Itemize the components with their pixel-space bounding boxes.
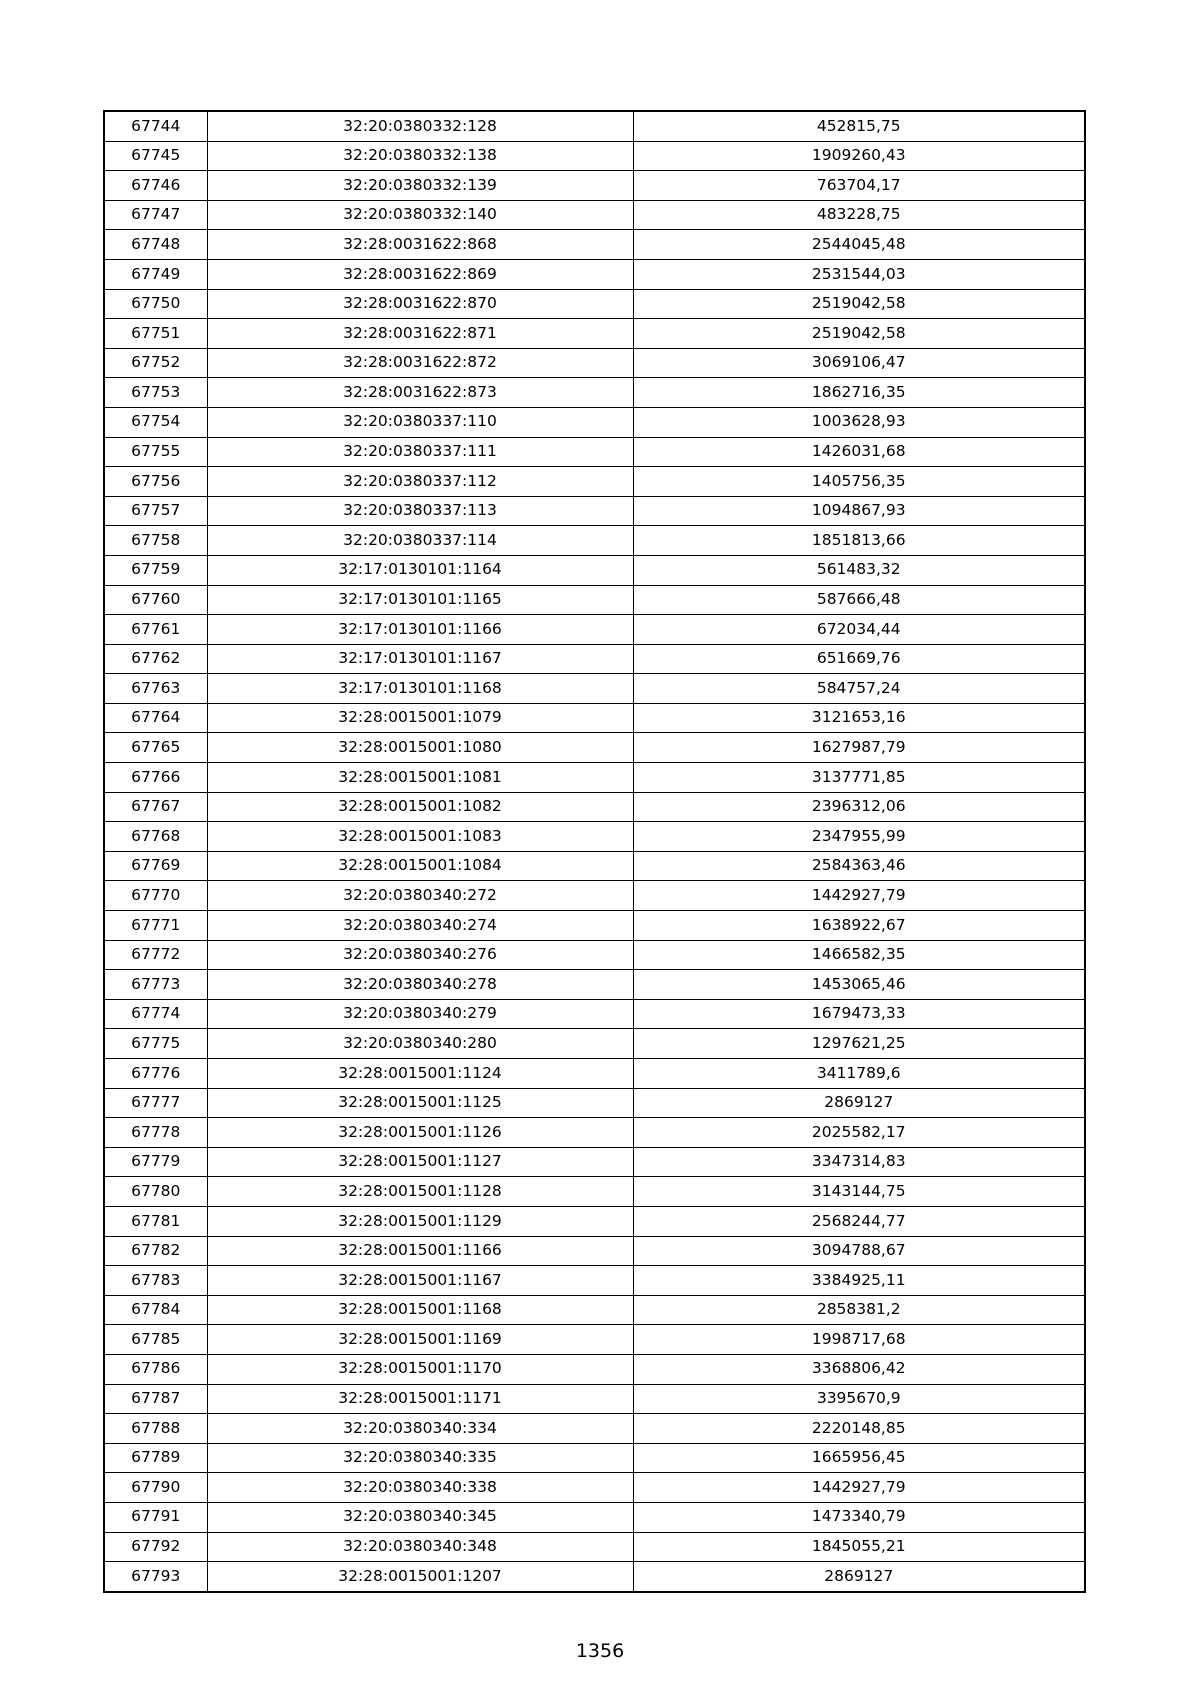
cadastral-value-table xyxy=(103,110,1086,1593)
cadastral-value-cell: 1466582,35 xyxy=(633,940,1085,970)
cadastral-value-cell: 2858381,2 xyxy=(633,1295,1085,1325)
table-row xyxy=(104,259,1085,289)
row-number-cell: 67753 xyxy=(104,378,207,408)
row-number-cell: 67785 xyxy=(104,1325,207,1355)
row-number-cell: 67787 xyxy=(104,1384,207,1414)
cadastral-value-cell: 1426031,68 xyxy=(633,437,1085,467)
cadastral-number-cell: 32:17:0130101:1165 xyxy=(207,585,633,615)
table-row xyxy=(104,171,1085,201)
table-row xyxy=(104,111,1085,141)
table-row xyxy=(104,1029,1085,1059)
table-row xyxy=(104,1414,1085,1444)
cadastral-value-cell: 1473340,79 xyxy=(633,1502,1085,1532)
cadastral-value-cell: 2519042,58 xyxy=(633,319,1085,349)
table-row xyxy=(104,348,1085,378)
cadastral-number-cell: 32:20:0380337:110 xyxy=(207,407,633,437)
cadastral-value-cell: 584757,24 xyxy=(633,674,1085,704)
cadastral-value-cell: 2025582,17 xyxy=(633,1118,1085,1148)
cadastral-number-cell: 32:28:0015001:1125 xyxy=(207,1088,633,1118)
cadastral-value-cell: 3121653,16 xyxy=(633,703,1085,733)
row-number-cell: 67746 xyxy=(104,171,207,201)
cadastral-number-cell: 32:20:0380337:114 xyxy=(207,526,633,556)
table-row xyxy=(104,911,1085,941)
row-number-cell: 67761 xyxy=(104,615,207,645)
cadastral-number-cell: 32:28:0015001:1128 xyxy=(207,1177,633,1207)
table-row xyxy=(104,615,1085,645)
cadastral-number-cell: 32:28:0015001:1124 xyxy=(207,1059,633,1089)
row-number-cell: 67771 xyxy=(104,911,207,941)
cadastral-value-cell: 1453065,46 xyxy=(633,970,1085,1000)
cadastral-number-cell: 32:28:0015001:1083 xyxy=(207,822,633,852)
cadastral-value-cell: 1862716,35 xyxy=(633,378,1085,408)
cadastral-value-cell: 3069106,47 xyxy=(633,348,1085,378)
cadastral-value-cell: 3368806,42 xyxy=(633,1354,1085,1384)
table-row xyxy=(104,1236,1085,1266)
cadastral-value-cell: 763704,17 xyxy=(633,171,1085,201)
row-number-cell: 67793 xyxy=(104,1562,207,1592)
cadastral-value-cell: 672034,44 xyxy=(633,615,1085,645)
table-row xyxy=(104,733,1085,763)
table-row xyxy=(104,851,1085,881)
cadastral-value-cell: 1665956,45 xyxy=(633,1443,1085,1473)
cadastral-number-cell: 32:20:0380332:139 xyxy=(207,171,633,201)
table-row xyxy=(104,1473,1085,1503)
row-number-cell: 67792 xyxy=(104,1532,207,1562)
cadastral-number-cell: 32:28:0015001:1126 xyxy=(207,1118,633,1148)
table-row xyxy=(104,141,1085,171)
cadastral-number-cell: 32:28:0015001:1129 xyxy=(207,1206,633,1236)
row-number-cell: 67779 xyxy=(104,1147,207,1177)
table-row xyxy=(104,1502,1085,1532)
cadastral-value-cell: 1003628,93 xyxy=(633,407,1085,437)
table-body xyxy=(104,111,1085,1592)
cadastral-number-cell: 32:28:0015001:1166 xyxy=(207,1236,633,1266)
table-row xyxy=(104,644,1085,674)
table-row xyxy=(104,526,1085,556)
cadastral-number-cell: 32:28:0031622:870 xyxy=(207,289,633,319)
cadastral-value-cell: 561483,32 xyxy=(633,555,1085,585)
row-number-cell: 67749 xyxy=(104,259,207,289)
cadastral-value-cell: 3411789,6 xyxy=(633,1059,1085,1089)
table-row xyxy=(104,940,1085,970)
cadastral-number-cell: 32:20:0380340:345 xyxy=(207,1502,633,1532)
row-number-cell: 67760 xyxy=(104,585,207,615)
cadastral-value-cell: 1297621,25 xyxy=(633,1029,1085,1059)
row-number-cell: 67774 xyxy=(104,999,207,1029)
table-row xyxy=(104,1266,1085,1296)
cadastral-number-cell: 32:28:0015001:1168 xyxy=(207,1295,633,1325)
table-row xyxy=(104,1118,1085,1148)
row-number-cell: 67768 xyxy=(104,822,207,852)
row-number-cell: 67783 xyxy=(104,1266,207,1296)
cadastral-value-cell: 1998717,68 xyxy=(633,1325,1085,1355)
row-number-cell: 67769 xyxy=(104,851,207,881)
table-row xyxy=(104,822,1085,852)
cadastral-number-cell: 32:17:0130101:1166 xyxy=(207,615,633,645)
row-number-cell: 67758 xyxy=(104,526,207,556)
row-number-cell: 67757 xyxy=(104,496,207,526)
table-row xyxy=(104,378,1085,408)
row-number-cell: 67776 xyxy=(104,1059,207,1089)
cadastral-number-cell: 32:17:0130101:1168 xyxy=(207,674,633,704)
cadastral-value-cell: 1845055,21 xyxy=(633,1532,1085,1562)
cadastral-value-cell: 2531544,03 xyxy=(633,259,1085,289)
row-number-cell: 67748 xyxy=(104,230,207,260)
table-row xyxy=(104,467,1085,497)
cadastral-value-cell: 1627987,79 xyxy=(633,733,1085,763)
cadastral-value-cell: 587666,48 xyxy=(633,585,1085,615)
row-number-cell: 67786 xyxy=(104,1354,207,1384)
cadastral-value-cell: 2220148,85 xyxy=(633,1414,1085,1444)
row-number-cell: 67791 xyxy=(104,1502,207,1532)
cadastral-number-cell: 32:28:0015001:1080 xyxy=(207,733,633,763)
cadastral-value-cell: 2869127 xyxy=(633,1088,1085,1118)
row-number-cell: 67762 xyxy=(104,644,207,674)
row-number-cell: 67751 xyxy=(104,319,207,349)
cadastral-value-cell: 1851813,66 xyxy=(633,526,1085,556)
row-number-cell: 67782 xyxy=(104,1236,207,1266)
cadastral-number-cell: 32:28:0015001:1081 xyxy=(207,763,633,793)
table-row xyxy=(104,496,1085,526)
row-number-cell: 67756 xyxy=(104,467,207,497)
row-number-cell: 67781 xyxy=(104,1206,207,1236)
cadastral-number-cell: 32:28:0031622:868 xyxy=(207,230,633,260)
row-number-cell: 67770 xyxy=(104,881,207,911)
row-number-cell: 67775 xyxy=(104,1029,207,1059)
table-row xyxy=(104,763,1085,793)
table-row xyxy=(104,1147,1085,1177)
cadastral-value-cell: 2568244,77 xyxy=(633,1206,1085,1236)
table-row xyxy=(104,1443,1085,1473)
row-number-cell: 67765 xyxy=(104,733,207,763)
cadastral-number-cell: 32:28:0015001:1207 xyxy=(207,1562,633,1592)
cadastral-value-cell: 651669,76 xyxy=(633,644,1085,674)
cadastral-number-cell: 32:20:0380340:348 xyxy=(207,1532,633,1562)
cadastral-number-cell: 32:28:0015001:1082 xyxy=(207,792,633,822)
table-row xyxy=(104,1206,1085,1236)
table-row xyxy=(104,1354,1085,1384)
cadastral-number-cell: 32:28:0031622:869 xyxy=(207,259,633,289)
row-number-cell: 67764 xyxy=(104,703,207,733)
cadastral-number-cell: 32:28:0031622:873 xyxy=(207,378,633,408)
row-number-cell: 67773 xyxy=(104,970,207,1000)
cadastral-value-cell: 1442927,79 xyxy=(633,881,1085,911)
cadastral-number-cell: 32:28:0015001:1170 xyxy=(207,1354,633,1384)
cadastral-number-cell: 32:28:0015001:1171 xyxy=(207,1384,633,1414)
cadastral-number-cell: 32:28:0015001:1084 xyxy=(207,851,633,881)
row-number-cell: 67744 xyxy=(104,111,207,141)
cadastral-value-cell: 483228,75 xyxy=(633,200,1085,230)
row-number-cell: 67767 xyxy=(104,792,207,822)
table-row xyxy=(104,200,1085,230)
row-number-cell: 67789 xyxy=(104,1443,207,1473)
row-number-cell: 67763 xyxy=(104,674,207,704)
page-number: 1356 xyxy=(575,1640,625,1662)
row-number-cell: 67755 xyxy=(104,437,207,467)
cadastral-number-cell: 32:17:0130101:1167 xyxy=(207,644,633,674)
cadastral-number-cell: 32:28:0015001:1079 xyxy=(207,703,633,733)
cadastral-value-cell: 1094867,93 xyxy=(633,496,1085,526)
table-row xyxy=(104,1088,1085,1118)
row-number-cell: 67777 xyxy=(104,1088,207,1118)
table-row xyxy=(104,289,1085,319)
cadastral-value-cell: 1909260,43 xyxy=(633,141,1085,171)
cadastral-value-cell: 3395670,9 xyxy=(633,1384,1085,1414)
cadastral-value-cell: 2347955,99 xyxy=(633,822,1085,852)
cadastral-number-cell: 32:20:0380340:272 xyxy=(207,881,633,911)
row-number-cell: 67759 xyxy=(104,555,207,585)
cadastral-value-cell: 1405756,35 xyxy=(633,467,1085,497)
cadastral-value-cell: 3347314,83 xyxy=(633,1147,1085,1177)
cadastral-number-cell: 32:28:0031622:871 xyxy=(207,319,633,349)
row-number-cell: 67754 xyxy=(104,407,207,437)
table-row xyxy=(104,1059,1085,1089)
cadastral-number-cell: 32:20:0380340:279 xyxy=(207,999,633,1029)
cadastral-number-cell: 32:28:0015001:1169 xyxy=(207,1325,633,1355)
table-row xyxy=(104,1562,1085,1592)
cadastral-number-cell: 32:28:0015001:1127 xyxy=(207,1147,633,1177)
cadastral-number-cell: 32:17:0130101:1164 xyxy=(207,555,633,585)
row-number-cell: 67780 xyxy=(104,1177,207,1207)
cadastral-number-cell: 32:20:0380332:138 xyxy=(207,141,633,171)
cadastral-number-cell: 32:20:0380340:276 xyxy=(207,940,633,970)
table-row xyxy=(104,407,1085,437)
cadastral-value-cell: 452815,75 xyxy=(633,111,1085,141)
cadastral-number-cell: 32:20:0380340:334 xyxy=(207,1414,633,1444)
row-number-cell: 67778 xyxy=(104,1118,207,1148)
table-row xyxy=(104,1295,1085,1325)
cadastral-value-cell: 1442927,79 xyxy=(633,1473,1085,1503)
table-row xyxy=(104,319,1085,349)
table-row xyxy=(104,970,1085,1000)
cadastral-value-cell: 3094788,67 xyxy=(633,1236,1085,1266)
row-number-cell: 67745 xyxy=(104,141,207,171)
table-row xyxy=(104,881,1085,911)
table-row xyxy=(104,1325,1085,1355)
table-row xyxy=(104,437,1085,467)
table-row xyxy=(104,1177,1085,1207)
cadastral-value-cell: 1679473,33 xyxy=(633,999,1085,1029)
cadastral-number-cell: 32:20:0380340:278 xyxy=(207,970,633,1000)
cadastral-value-cell: 3384925,11 xyxy=(633,1266,1085,1296)
row-number-cell: 67784 xyxy=(104,1295,207,1325)
cadastral-value-cell: 3143144,75 xyxy=(633,1177,1085,1207)
table-row xyxy=(104,555,1085,585)
table-row xyxy=(104,585,1085,615)
cadastral-number-cell: 32:20:0380340:335 xyxy=(207,1443,633,1473)
cadastral-number-cell: 32:20:0380340:280 xyxy=(207,1029,633,1059)
cadastral-number-cell: 32:20:0380337:111 xyxy=(207,437,633,467)
row-number-cell: 67790 xyxy=(104,1473,207,1503)
row-number-cell: 67788 xyxy=(104,1414,207,1444)
table-row xyxy=(104,230,1085,260)
cadastral-value-cell: 2519042,58 xyxy=(633,289,1085,319)
row-number-cell: 67772 xyxy=(104,940,207,970)
table-row xyxy=(104,674,1085,704)
cadastral-value-cell: 2396312,06 xyxy=(633,792,1085,822)
cadastral-number-cell: 32:20:0380340:338 xyxy=(207,1473,633,1503)
table-row xyxy=(104,1384,1085,1414)
cadastral-number-cell: 32:20:0380337:113 xyxy=(207,496,633,526)
row-number-cell: 67752 xyxy=(104,348,207,378)
cadastral-number-cell: 32:28:0015001:1167 xyxy=(207,1266,633,1296)
cadastral-value-cell: 3137771,85 xyxy=(633,763,1085,793)
cadastral-value-cell: 2584363,46 xyxy=(633,851,1085,881)
table-row xyxy=(104,792,1085,822)
cadastral-value-cell: 1638922,67 xyxy=(633,911,1085,941)
table-row xyxy=(104,999,1085,1029)
table-row xyxy=(104,703,1085,733)
cadastral-number-cell: 32:20:0380340:274 xyxy=(207,911,633,941)
cadastral-number-cell: 32:28:0031622:872 xyxy=(207,348,633,378)
cadastral-number-cell: 32:20:0380332:140 xyxy=(207,200,633,230)
row-number-cell: 67747 xyxy=(104,200,207,230)
cadastral-number-cell: 32:20:0380332:128 xyxy=(207,111,633,141)
cadastral-value-cell: 2544045,48 xyxy=(633,230,1085,260)
row-number-cell: 67750 xyxy=(104,289,207,319)
row-number-cell: 67766 xyxy=(104,763,207,793)
table-row xyxy=(104,1532,1085,1562)
cadastral-value-cell: 2869127 xyxy=(633,1562,1085,1592)
cadastral-number-cell: 32:20:0380337:112 xyxy=(207,467,633,497)
